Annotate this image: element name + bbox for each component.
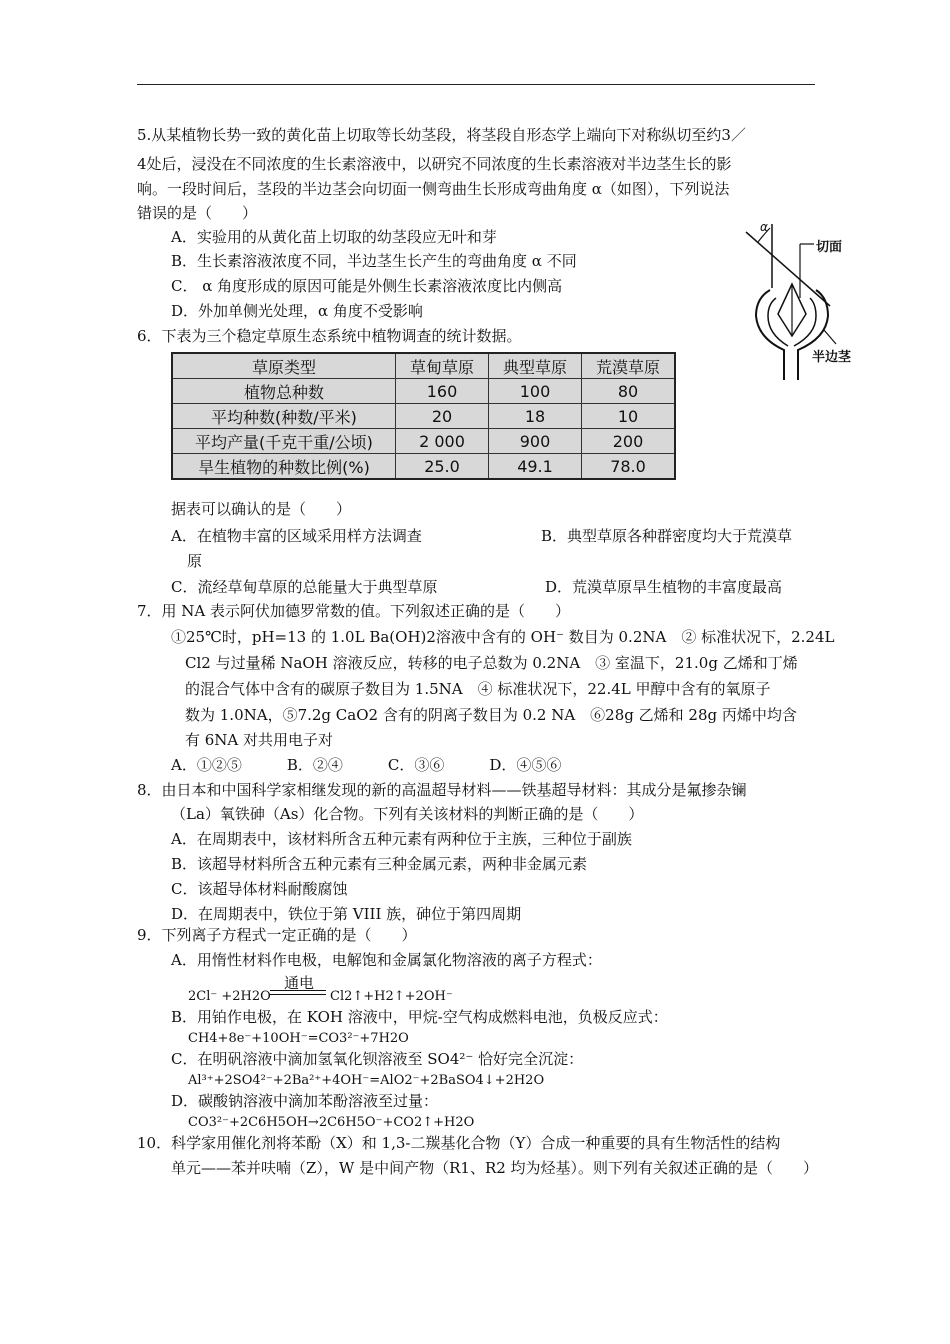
q5-line-3: 响。一段时间后，茎段的半边茎会向切面一侧弯曲生长形成弯曲角度 α（如图），下列说法 bbox=[137, 180, 730, 198]
cut-surface-label: 切面 bbox=[816, 240, 843, 255]
q6-option-d: D．荒漠草原旱生植物的丰富度最高 bbox=[545, 578, 783, 596]
q9-c-equation: Al³⁺+2SO4²⁻+2Ba²⁺+4OH⁻=AlO2⁻+2BaSO4↓+2H2O bbox=[188, 1073, 545, 1088]
q8-option-c: C．该超导体材料耐酸腐蚀 bbox=[171, 880, 348, 898]
grassland-table bbox=[171, 352, 676, 480]
electrolysis-condition: 通电 bbox=[284, 974, 315, 992]
table-cell: 25.0 bbox=[396, 454, 489, 480]
table-row bbox=[172, 454, 675, 480]
q5-line-1: 5.从某植物长势一致的黄化苗上切取等长幼茎段，将茎段自形态学上端向下对称纵切至约3／ bbox=[137, 126, 746, 144]
table-row bbox=[172, 379, 675, 404]
q7-line-2: Cl2 与过量稀 NaOH 溶液反应，转移的电子总数为 0.2NA ③ 室温下，21.0g 乙烯和丁烯 bbox=[185, 654, 798, 672]
table-cell: 平均种数(种数/平米) bbox=[172, 404, 396, 429]
q7-line-3: 的混合气体中含有的碳原子数目为 1.5NA ④ 标准状况下，22.4L 甲醇中含有的氧原子 bbox=[185, 680, 771, 698]
table-cell: 平均产量(千克干重/公顷) bbox=[172, 429, 396, 454]
q5-option-c: C． α 角度形成的原因可能是外侧生长素溶液浓度比内侧高 bbox=[171, 277, 563, 295]
q5-option-b: B．生长素溶液浓度不同，半边茎生长产生的弯曲角度 α 不同 bbox=[171, 252, 577, 270]
q7-line-1: ①25℃时，pH=13 的 1.0L Ba(OH)2溶液中含有的 OH⁻ 数目为 0.2NA ② 标准状况下，2.24L bbox=[171, 628, 835, 646]
q9-stem: 9．下列离子方程式一定正确的是（ ） bbox=[137, 926, 417, 944]
table-cell: 200 bbox=[582, 429, 676, 454]
stem-bending-figure bbox=[740, 218, 860, 383]
table-header-cell: 荒漠草原 bbox=[582, 353, 676, 379]
q8-line-1: 8．由日本和中国科学家相继发现的新的高温超导材料——铁基超导材料：其成分是氟掺杂镧 bbox=[137, 781, 747, 799]
q7-line-5: 有 6NA 对共用电子对 bbox=[185, 731, 334, 749]
q6-option-a: A．在植物丰富的区域采用样方法调查 bbox=[171, 527, 422, 545]
table-cell: 49.1 bbox=[489, 454, 582, 480]
half-stem-label: 半边茎 bbox=[812, 350, 852, 365]
table-row bbox=[172, 404, 675, 429]
q9-option-b: B．用铂作电极，在 KOH 溶液中，甲烷-空气构成燃料电池，负极反应式： bbox=[171, 1008, 668, 1026]
table-cell: 18 bbox=[489, 404, 582, 429]
table-cell: 10 bbox=[582, 404, 676, 429]
q8-option-b: B．该超导材料所含五种元素有三种金属元素，两种非金属元素 bbox=[171, 855, 588, 873]
q9-option-c: C．在明矾溶液中滴加氢氧化钡溶液至 SO4²⁻ 恰好完全沉淀： bbox=[171, 1050, 584, 1068]
table-header-cell: 典型草原 bbox=[489, 353, 582, 379]
q6-question: 据表可以确认的是（ ） bbox=[171, 500, 352, 518]
table-header-row bbox=[172, 353, 675, 379]
q8-option-a: A．在周期表中，该材料所含五种元素有两种位于主族，三种位于副族 bbox=[171, 830, 632, 848]
q10-line-2: 单元——苯并呋喃（Z），W 是中间产物（R1、R2 均为烃基）。则下列有关叙述正确的是（ ） bbox=[171, 1159, 819, 1177]
q6-option-b: B．典型草原各种群密度均大于荒漠草 bbox=[541, 527, 793, 545]
q9-d-equation: CO3²⁻+2C6H5OH→2C6H5O⁻+CO2↑+H2O bbox=[188, 1115, 475, 1130]
table-cell: 旱生植物的种数比例(%) bbox=[172, 454, 396, 480]
q7-options: A．①②⑤ B．②④ C．③⑥ D．④⑤⑥ bbox=[171, 756, 562, 774]
equation-arrow-line-bottom bbox=[270, 994, 326, 995]
table-row bbox=[172, 429, 675, 454]
q5-option-a: A．实验用的从黄化苗上切取的幼茎段应无叶和芽 bbox=[171, 228, 497, 246]
header-rule bbox=[137, 84, 815, 85]
table-header-cell: 草原类型 bbox=[172, 353, 396, 379]
table-cell: 160 bbox=[396, 379, 489, 404]
q7-stem: 7．用 NA 表示阿伏加德罗常数的值。下列叙述正确的是（ ） bbox=[137, 602, 571, 620]
q9-option-d: D．碳酸钠溶液中滴加苯酚溶液至过量： bbox=[171, 1092, 439, 1110]
alpha-label: α bbox=[760, 220, 768, 234]
q6-stem: 6．下表为三个稳定草原生态系统中植物调查的统计数据。 bbox=[137, 327, 522, 345]
q10-line-1: 10．科学家用催化剂将苯酚（X）和 1,3-二羰基化合物（Y）合成一种重要的具有生物活性的结构 bbox=[137, 1134, 781, 1152]
table-cell: 80 bbox=[582, 379, 676, 404]
equation-arrow-line-top bbox=[270, 990, 326, 991]
q9-a-equation-left: 2Cl⁻ +2H2O bbox=[188, 989, 271, 1004]
table-cell: 植物总种数 bbox=[172, 379, 396, 404]
q9-option-a: A．用惰性材料作电极，电解饱和金属氯化物溶液的离子方程式： bbox=[171, 951, 602, 969]
q5-line-4: 错误的是（ ） bbox=[137, 204, 258, 222]
q7-line-4: 数为 1.0NA，⑤7.2g CaO2 含有的阴离子数目为 0.2 NA ⑥28g 乙烯和 28g 丙烯中均含 bbox=[185, 706, 797, 724]
q9-a-equation-right: Cl2↑+H2↑+2OH⁻ bbox=[330, 989, 453, 1004]
q8-option-d: D．在周期表中，铁位于第 VIII 族，砷位于第四周期 bbox=[171, 905, 522, 923]
q5-line-2: 4处后，浸没在不同浓度的生长素溶液中，以研究不同浓度的生长素溶液对半边茎生长的影 bbox=[137, 155, 732, 173]
table-cell: 78.0 bbox=[582, 454, 676, 480]
q5-option-d: D．外加单侧光处理，α 角度不受影响 bbox=[171, 302, 423, 320]
q6-option-b-continued: 原 bbox=[187, 552, 203, 570]
q6-option-c: C．流经草甸草原的总能量大于典型草原 bbox=[171, 578, 438, 596]
q8-line-2: （La）氧铁砷（As）化合物。下列有关该材料的判断正确的是（ ） bbox=[171, 805, 644, 823]
table-cell: 900 bbox=[489, 429, 582, 454]
table-header-cell: 草甸草原 bbox=[396, 353, 489, 379]
table-cell: 2 000 bbox=[396, 429, 489, 454]
q9-b-equation: CH4+8e⁻+10OH⁻=CO3²⁻+7H2O bbox=[188, 1031, 409, 1046]
table-cell: 100 bbox=[489, 379, 582, 404]
table-cell: 20 bbox=[396, 404, 489, 429]
